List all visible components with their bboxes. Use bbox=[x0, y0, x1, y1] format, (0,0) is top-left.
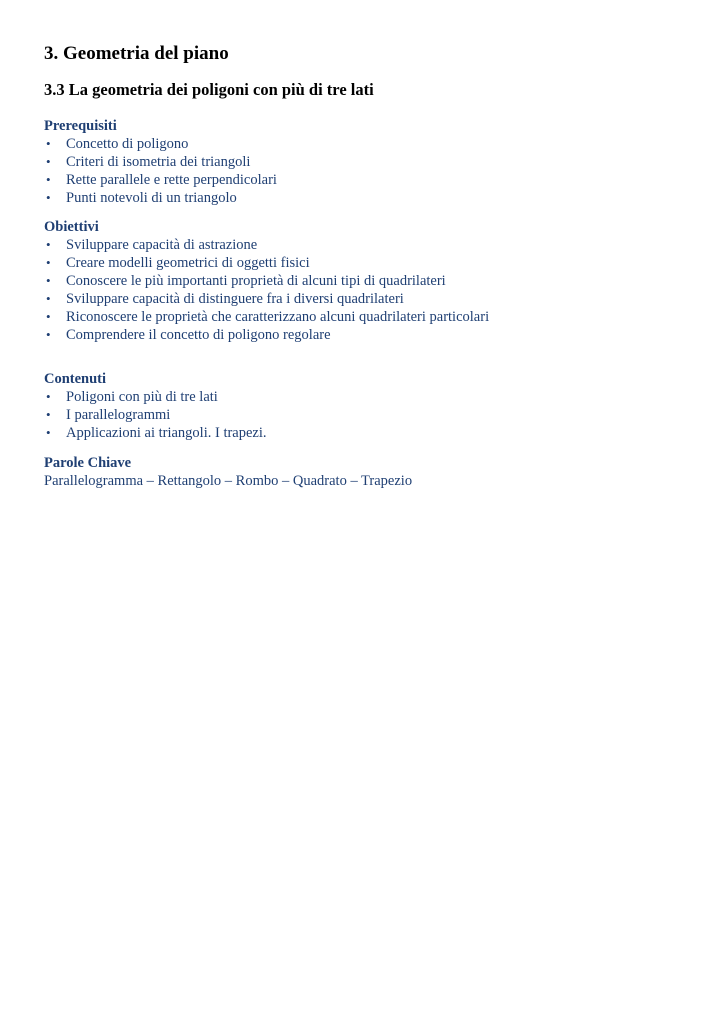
obiettivi-list bbox=[44, 236, 684, 344]
bullet-icon: • bbox=[46, 255, 51, 270]
contenuti-list bbox=[44, 388, 684, 442]
prerequisiti-heading: Prerequisiti bbox=[44, 118, 117, 134]
parole-chiave-heading: Parole Chiave bbox=[44, 455, 132, 471]
parole-chiave-text: Parallelogramma – Rettangolo – Rombo – Quadrato – Trapezio bbox=[44, 473, 413, 489]
prerequisiti-list bbox=[44, 135, 684, 207]
parole-chiave-section bbox=[44, 454, 684, 490]
list-item-text: Sviluppare capacità di astrazione bbox=[66, 237, 258, 253]
bullet-icon: • bbox=[46, 425, 51, 440]
obiettivi-section bbox=[44, 218, 684, 344]
bullet-icon: • bbox=[46, 327, 51, 342]
list-item-text: Punti notevoli di un triangolo bbox=[66, 190, 237, 206]
list-item bbox=[44, 406, 684, 424]
obiettivi-heading: Obiettivi bbox=[44, 219, 99, 235]
list-item bbox=[44, 254, 684, 272]
bullet-icon: • bbox=[46, 172, 51, 187]
list-item-text: I parallelogrammi bbox=[66, 407, 171, 423]
list-item bbox=[44, 189, 684, 207]
bullet-icon: • bbox=[46, 291, 51, 306]
chapter-title: 3. Geometria del piano bbox=[44, 43, 229, 64]
list-item-text: Applicazioni ai triangoli. I trapezi. bbox=[66, 425, 267, 441]
list-item-text: Riconoscere le proprietà che caratterizzano alcuni quadrilateri particolari bbox=[66, 309, 490, 325]
list-item bbox=[44, 388, 684, 406]
bullet-icon: • bbox=[46, 237, 51, 252]
bullet-icon: • bbox=[46, 407, 51, 422]
contenuti-section bbox=[44, 370, 684, 442]
contenuti-heading: Contenuti bbox=[44, 371, 107, 387]
list-item bbox=[44, 424, 684, 442]
bullet-icon: • bbox=[46, 154, 51, 169]
prerequisiti-section bbox=[44, 117, 684, 207]
list-item-text: Concetto di poligono bbox=[66, 136, 189, 152]
list-item bbox=[44, 308, 684, 326]
bullet-icon: • bbox=[46, 190, 51, 205]
bullet-icon: • bbox=[46, 389, 51, 404]
list-item bbox=[44, 153, 684, 171]
list-item-text: Rette parallele e rette perpendicolari bbox=[66, 172, 277, 188]
section-title: 3.3 La geometria dei poligoni con più di tre lati bbox=[44, 80, 374, 99]
list-item bbox=[44, 290, 684, 308]
list-item-text: Criteri di isometria dei triangoli bbox=[66, 154, 251, 170]
bullet-icon: • bbox=[46, 273, 51, 288]
list-item-text: Creare modelli geometrici di oggetti fisici bbox=[66, 255, 310, 271]
list-item bbox=[44, 236, 684, 254]
bullet-icon: • bbox=[46, 309, 51, 324]
list-item-text: Sviluppare capacità di distinguere fra i diversi quadrilateri bbox=[66, 291, 404, 307]
list-item bbox=[44, 135, 684, 153]
bullet-icon: • bbox=[46, 136, 51, 151]
list-item bbox=[44, 272, 684, 290]
list-item bbox=[44, 326, 684, 344]
list-item-text: Comprendere il concetto di poligono regolare bbox=[66, 327, 331, 343]
list-item-text: Conoscere le più importanti proprietà di alcuni tipi di quadrilateri bbox=[66, 273, 446, 289]
list-item bbox=[44, 171, 684, 189]
list-item-text: Poligoni con più di tre lati bbox=[66, 389, 218, 405]
